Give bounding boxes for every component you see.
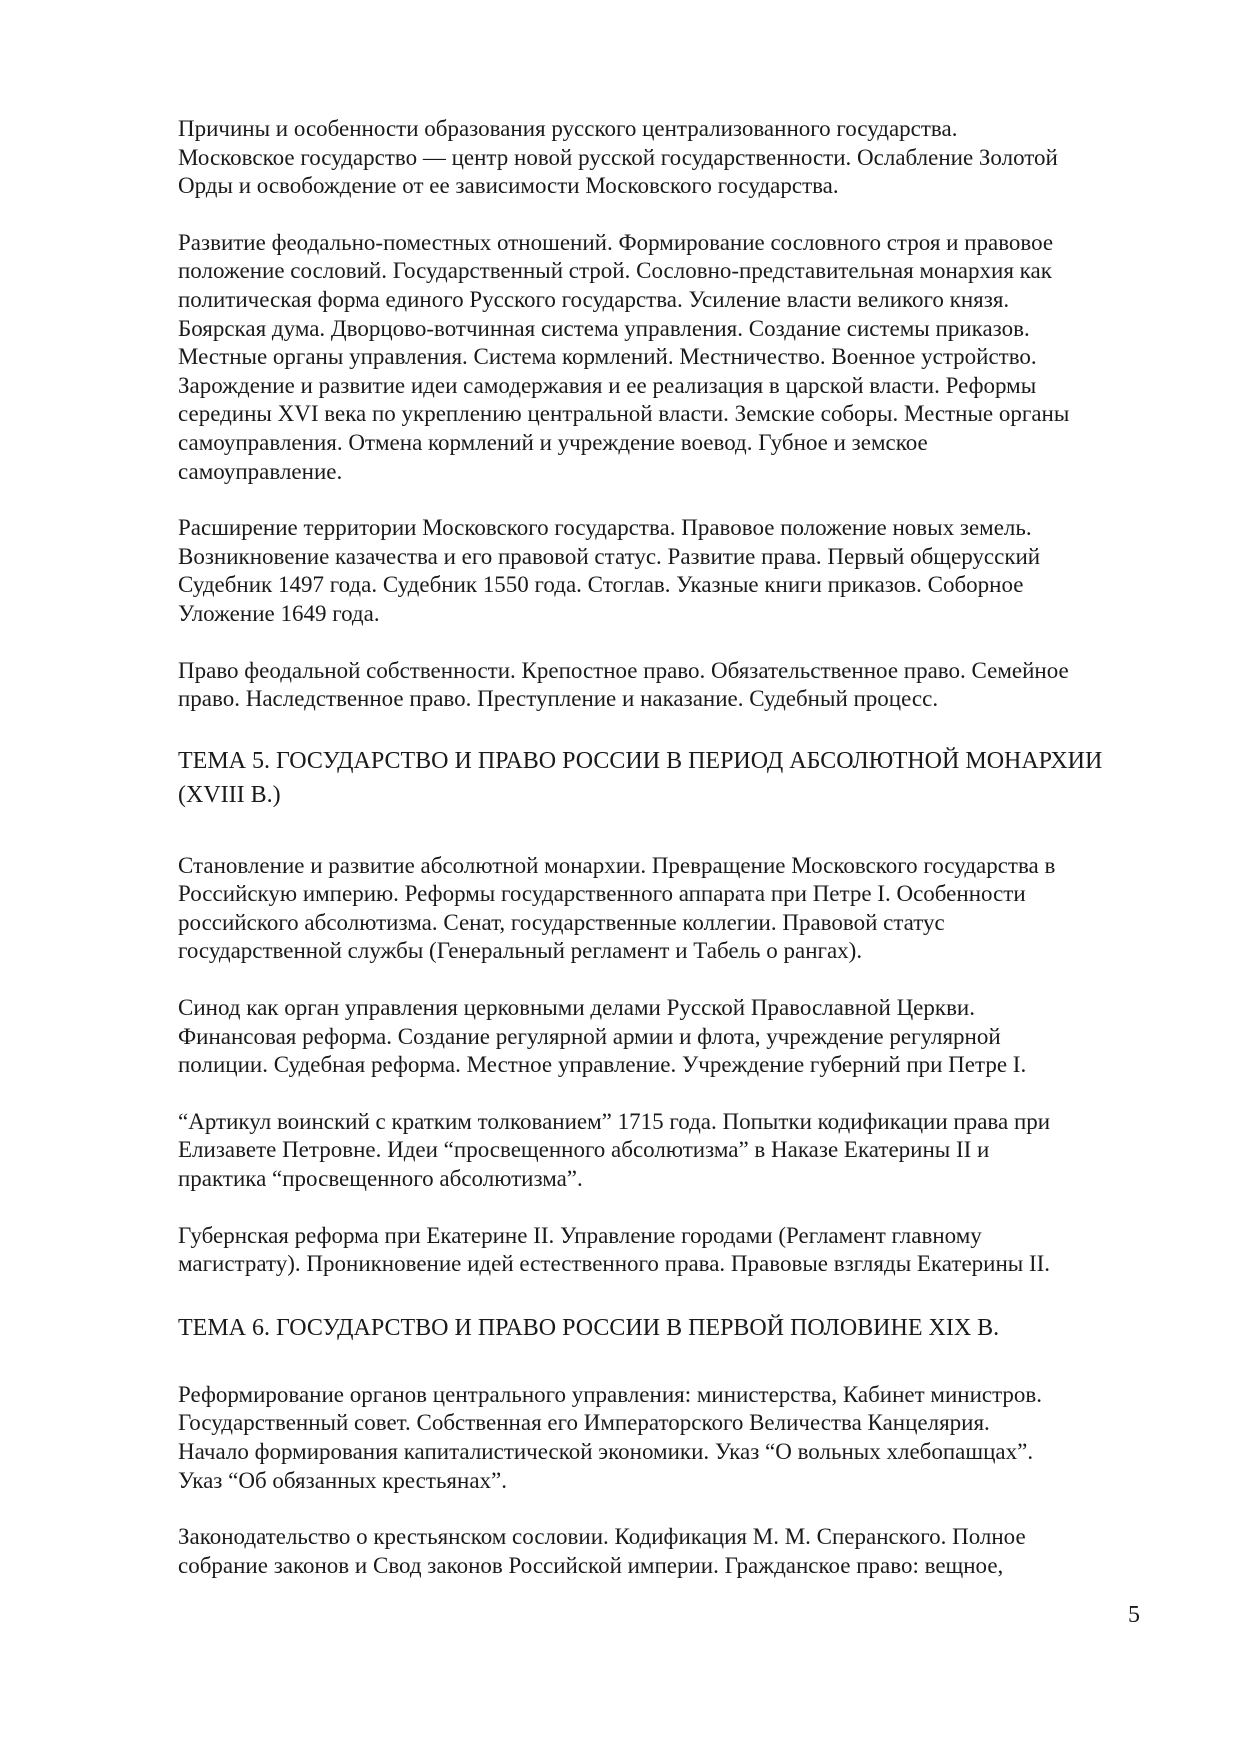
text-line: Синод как орган управления церковными делами Русской Православной Церкви. [178,995,975,1021]
section-heading-topic-5 [178,744,1163,812]
text-line: Судебник 1497 года. Судебник 1550 года. Стоглав. Указные книги приказов. Соборное [178,572,1024,598]
paragraph-central-government-reform [178,1381,1163,1495]
document-body [178,115,1163,1608]
text-line: государственной службы (Генеральный регламент и Табель о рангах). [178,938,863,964]
text-line: право. Наследственное право. Преступление и наказание. Судебный процесс. [178,686,939,712]
text-line: положение сословий. Государственный строй. Сословно-представительная монархия как [178,258,1052,284]
text-line: практика “просвещенного абсолютизма”. [178,1166,583,1192]
text-line: Начало формирования капиталистической экономики. Указ “О вольных хлебопашцах”. [178,1439,1034,1464]
page-number: 5 [1128,1602,1140,1628]
text-line: Зарождение и развитие идеи самодержавия и ее реализация в царской власти. Реформы [178,372,1037,398]
text-line: Возникновение казачества и его правовой статус. Развитие права. Первый общерусский [178,543,1041,569]
text-line: самоуправление. [178,458,343,484]
text-line: политическая форма единого Русского государства. Усиление власти великого князя. [178,286,1010,312]
text-line: Московское государство — центр новой русской государственности. Ослабление Золотой [178,144,1058,170]
section-heading-topic-6 [178,1311,1163,1345]
text-line: “Артикул воинский с кратким толкованием” 1715 года. Попытки кодификации права при [178,1108,1051,1134]
text-line: Российскую империю. Реформы государственного аппарата при Петре I. Особенности [178,881,1026,907]
heading-line: ТЕМА 5. ГОСУДАРСТВО И ПРАВО РОССИИ В ПЕРИОД АБСОЛЮТНОЙ МОНАРХИИ [178,747,1103,774]
paragraph-military-articles [178,1108,1163,1194]
text-line: Елизавете Петровне. Идеи “просвещенного абсолютизма” в Наказе Екатерины II и [178,1137,990,1163]
text-line: Губернская реформа при Екатерине II. Управление городами (Регламент главному [178,1222,982,1248]
heading-line: (XVIII В.) [178,781,281,808]
text-line: российского абсолютизма. Сенат, государственные коллегии. Правовой статус [178,909,945,935]
text-line: середины XVI века по укреплению центральной власти. Земские соборы. Местные органы [178,401,1070,427]
text-line: Государственный совет. Собственная его Императорского Величества Канцелярия. [178,1410,990,1436]
paragraph-feudal-relations [178,229,1163,486]
text-line: Развитие феодально-поместных отношений. Формирование сословного строя и правовое [178,229,1054,255]
heading-line: ТЕМА 6. ГОСУДАРСТВО И ПРАВО РОССИИ В ПЕРВОЙ ПОЛОВИНЕ XIX В. [178,1314,1000,1341]
paragraph-synod [178,994,1163,1080]
text-line: Местные органы управления. Система кормлений. Местничество. Военное устройство. [178,344,1037,370]
paragraph-feudal-property [178,657,1163,714]
text-line: собрание законов и Свод законов Российской империи. Гражданское право: вещное, [178,1552,1004,1578]
text-line: Реформирование органов центрального управления: министерства, Кабинет министров. [178,1381,1043,1407]
paragraph-provincial-reform [178,1222,1163,1279]
paragraph-absolute-monarchy [178,852,1163,966]
text-line: Законодательство о крестьянском сословии. Кодификация М. М. Сперанского. Полное [178,1524,1026,1550]
text-line: магистрату). Проникновение идей естественного права. Правовые взгляды Екатерины II. [178,1251,1051,1277]
text-line: Расширение территории Московского государства. Правовое положение новых земель. [178,515,1032,541]
text-line: Становление и развитие абсолютной монархии. Превращение Московского государства в [178,852,1056,878]
text-line: Орды и освобождение от ее зависимости Московского государства. [178,173,839,199]
text-line: полиции. Судебная реформа. Местное управление. Учреждение губерний при Петре I. [178,1052,1027,1078]
text-line: самоуправления. Отмена кормлений и учреждение воевод. Губное и земское [178,429,928,455]
paragraph-centralized-state [178,115,1163,201]
text-line: Уложение 1649 года. [178,600,380,626]
text-line: Право феодальной собственности. Крепостное право. Обязательственное право. Семейное [178,657,1069,683]
paragraph-territory-expansion [178,514,1163,628]
text-line: Причины и особенности образования русского централизованного государства. [178,116,958,141]
text-line: Боярская дума. Дворцово-вотчинная система управления. Создание системы приказов. [178,315,1030,341]
paragraph-peasant-legislation [178,1523,1163,1580]
text-line: Указ “Об обязанных крестьянах”. [178,1467,507,1493]
text-line: Финансовая реформа. Создание регулярной армии и флота, учреждение регулярной [178,1023,1001,1049]
